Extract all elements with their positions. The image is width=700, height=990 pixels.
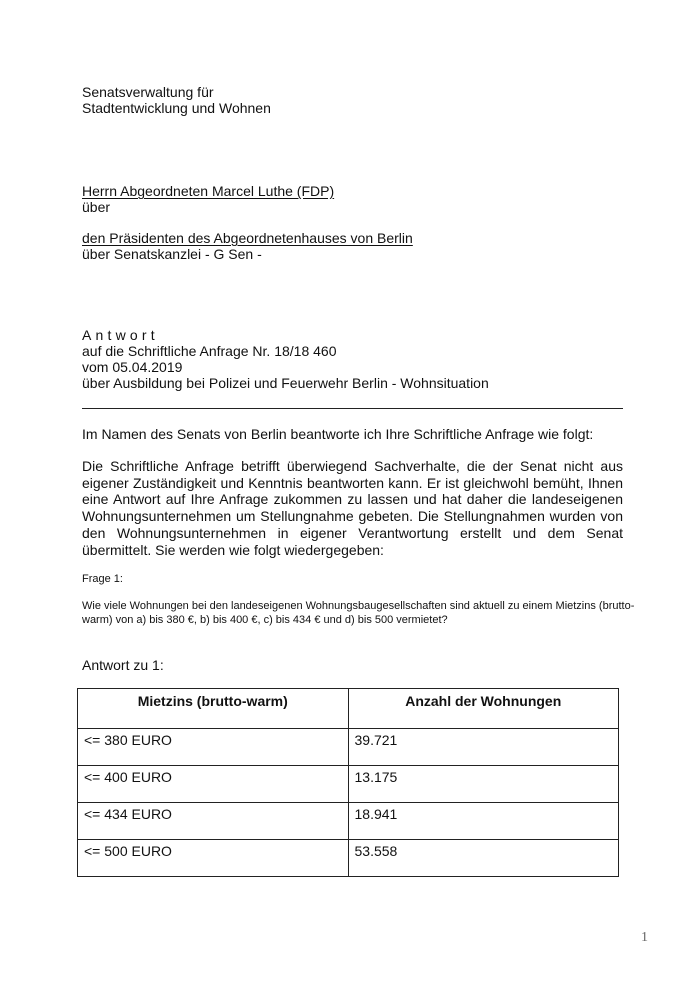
count-cell: 53.558 bbox=[348, 840, 619, 877]
count-cell: 13.175 bbox=[348, 766, 619, 803]
sender-line-2: Stadtentwicklung und Wohnen bbox=[82, 100, 271, 116]
rent-cell: <= 500 EURO bbox=[78, 840, 349, 877]
table-row bbox=[78, 729, 619, 766]
table-header-row bbox=[78, 689, 619, 729]
column-header-rent: Mietzins (brutto-warm) bbox=[78, 689, 349, 729]
sender-line-1: Senatsverwaltung für bbox=[82, 84, 214, 100]
table-row bbox=[78, 766, 619, 803]
header-divider bbox=[82, 408, 623, 409]
intro-text: Im Namen des Senats von Berlin beantworte ich Ihre Schriftliche Anfrage wie folgt: bbox=[82, 426, 594, 442]
recipient-name: Herrn Abgeordneten Marcel Luthe (FDP) bbox=[82, 183, 335, 199]
question-text: Wie viele Wohnungen bei den landeseigenen Wohnungsbaugesellschaften sind aktuell zu einem Mietzins (brutto-warm) von a) bis 380 €, b) bis 400 €, c) bis 434 € und d) bis 500 vermietet? bbox=[82, 600, 635, 626]
recipient-chancellery: über Senatskanzlei - G Sen - bbox=[82, 246, 262, 262]
rent-cell: <= 400 EURO bbox=[78, 766, 349, 803]
table-row bbox=[78, 803, 619, 840]
count-cell: 39.721 bbox=[348, 729, 619, 766]
statement-paragraph: Die Schriftliche Anfrage betrifft überwiegend Sachverhalte, die der Senat nicht aus eigener Zuständigkeit und Kenntnis beantworten kann. Er ist gleichwohl bemüht, Ihnen eine Antwort auf Ihre Anfrage zukommen zu lassen und hat daher die landeseigenen Wohnungsunternehmen um Stellungnahme gebeten. Die Stellungnahmen wurden von den Wohnungsunternehmen in eigener Verantwortung erstellt und dem Senat übermittelt. Sie werden wie folgt wiedergegeben: bbox=[82, 458, 623, 558]
count-cell: 18.941 bbox=[348, 803, 619, 840]
answer-label: Antwort zu 1: bbox=[82, 657, 164, 673]
column-header-count: Anzahl der Wohnungen bbox=[348, 689, 619, 729]
answer-title: Antwort bbox=[82, 327, 159, 343]
recipient-president: den Präsidenten des Abgeordnetenhauses von Berlin bbox=[82, 230, 413, 246]
question-label: Frage 1: bbox=[82, 573, 123, 585]
page-number: 1 bbox=[641, 930, 648, 945]
recipient-via: über bbox=[82, 199, 111, 215]
inquiry-subject: über Ausbildung bei Polizei und Feuerwehr Berlin - Wohnsituation bbox=[82, 375, 489, 391]
rent-table bbox=[77, 688, 619, 877]
inquiry-number: auf die Schriftliche Anfrage Nr. 18/18 460 bbox=[82, 343, 337, 359]
rent-cell: <= 434 EURO bbox=[78, 803, 349, 840]
inquiry-date: vom 05.04.2019 bbox=[82, 359, 183, 375]
rent-cell: <= 380 EURO bbox=[78, 729, 349, 766]
table-row bbox=[78, 840, 619, 877]
